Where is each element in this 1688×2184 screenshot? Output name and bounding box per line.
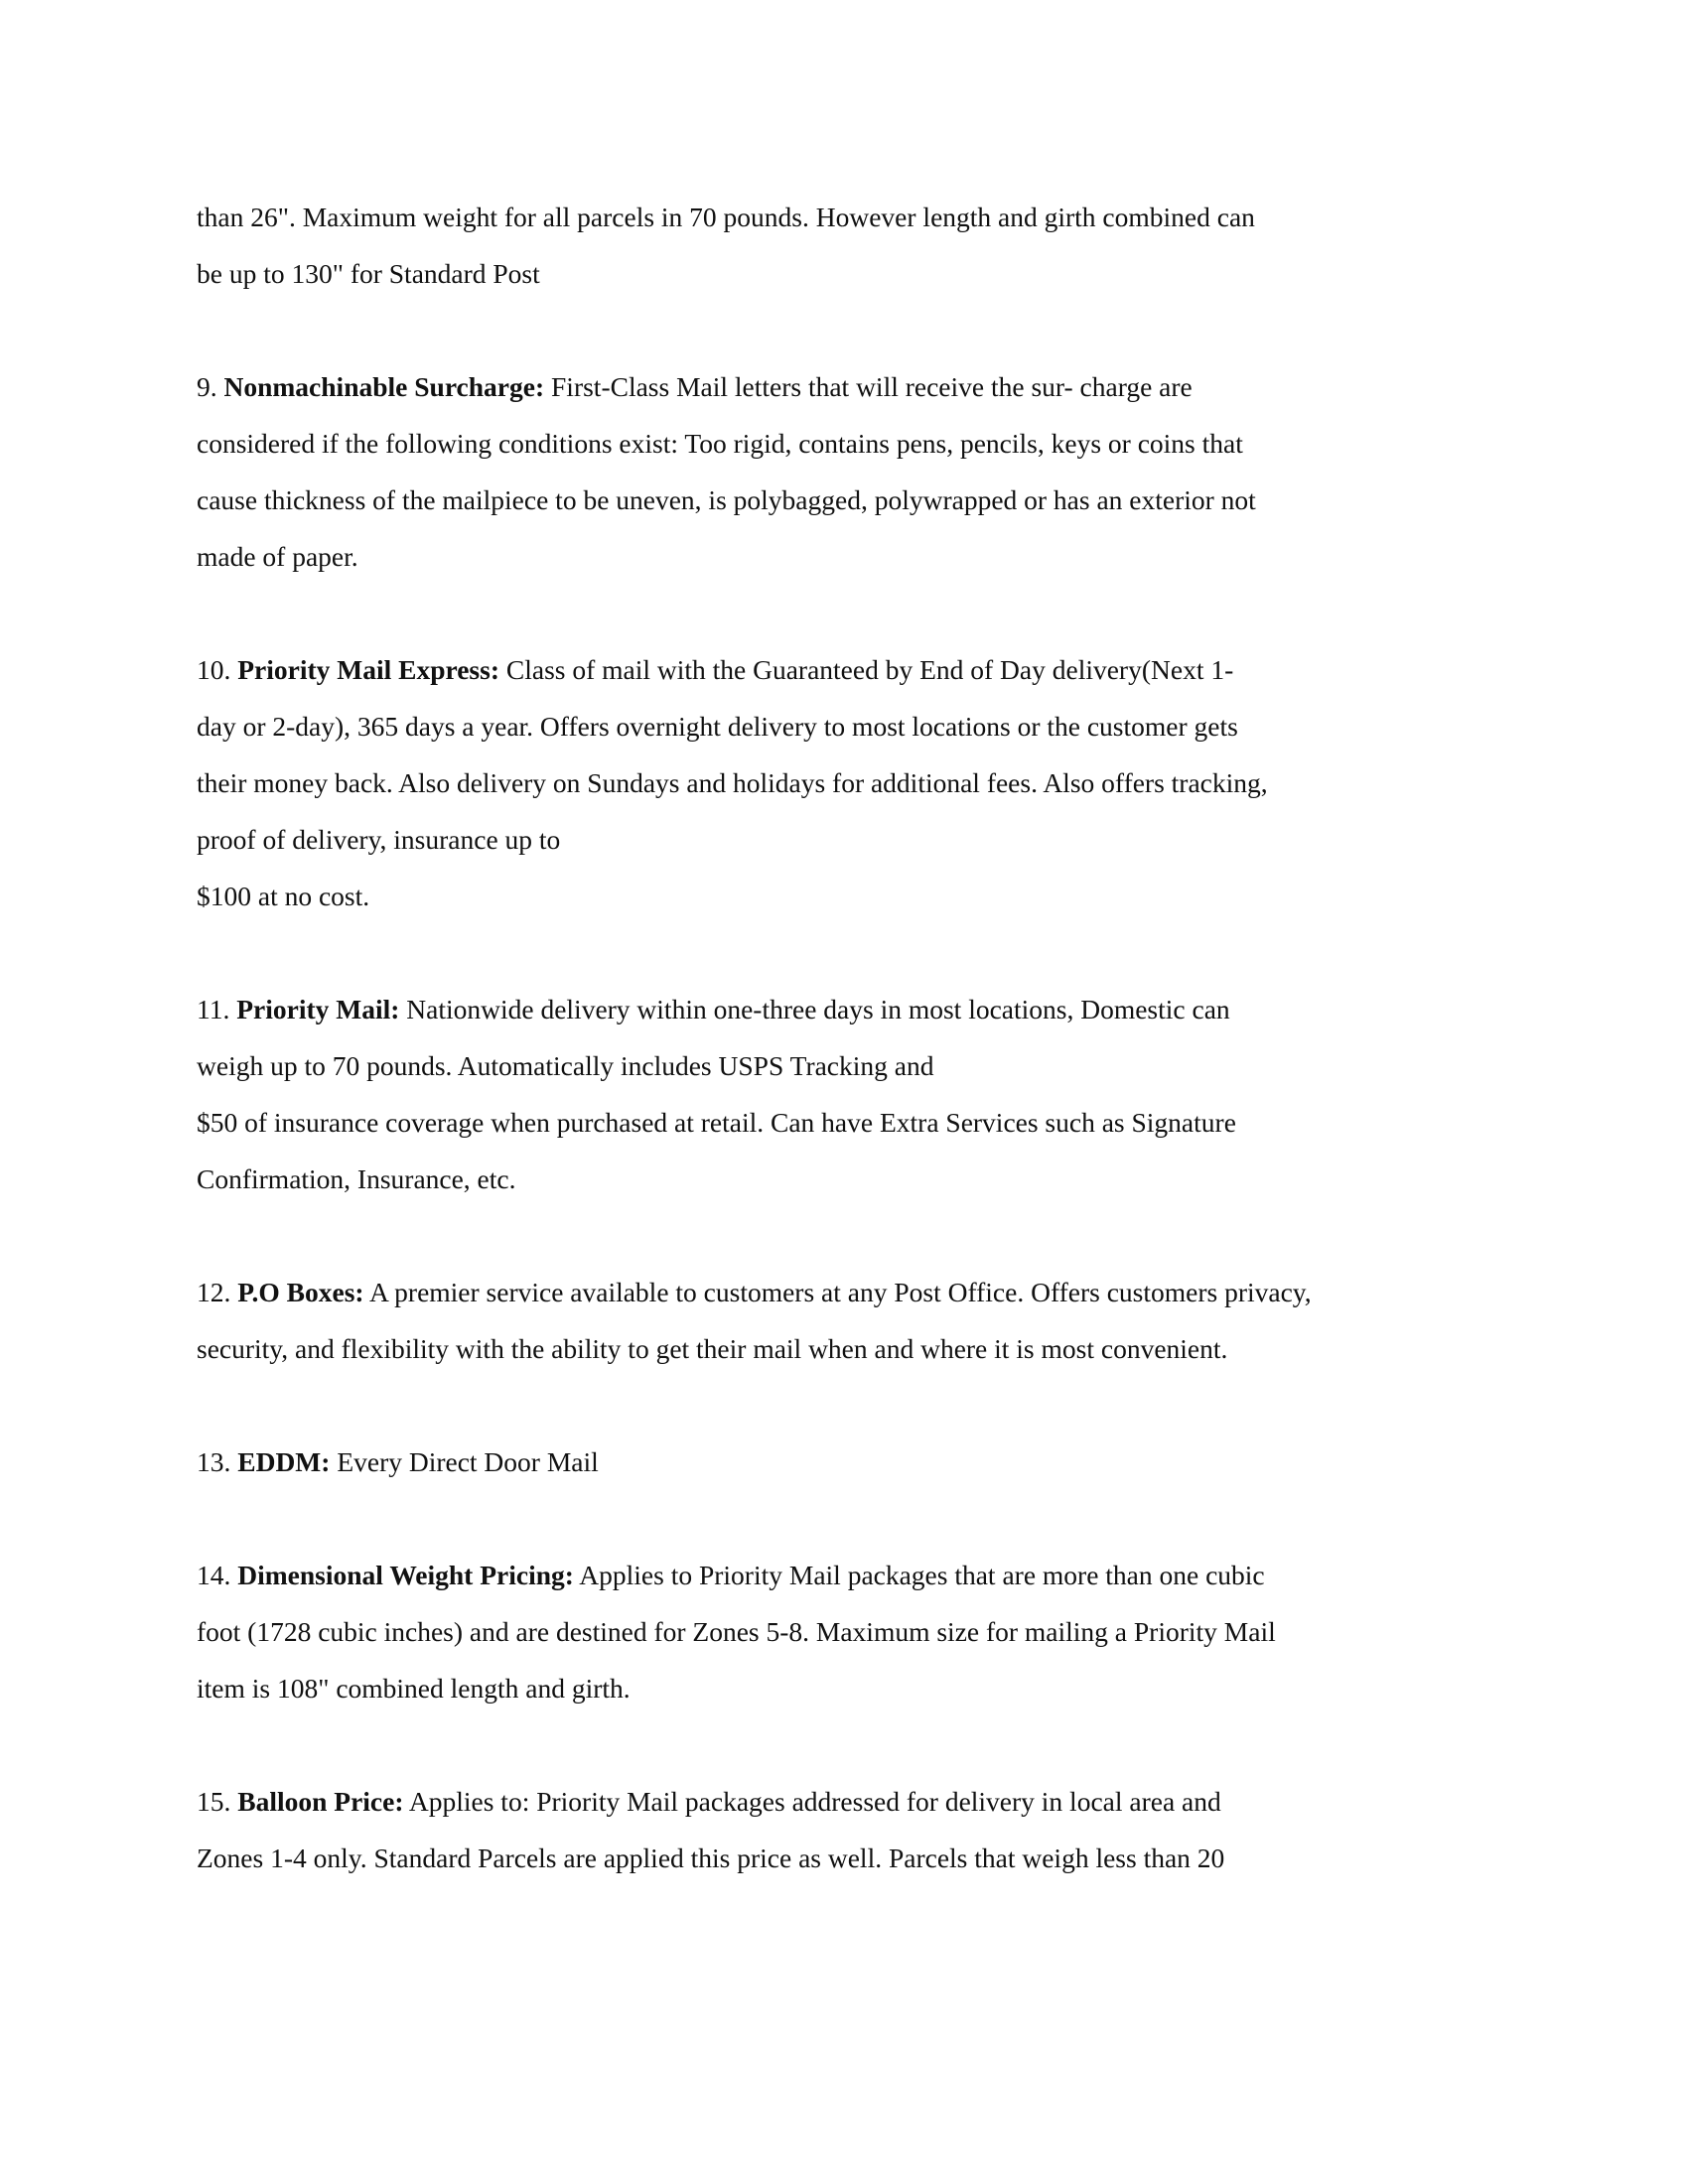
item-term: Dimensional Weight Pricing: xyxy=(237,1560,574,1590)
text-line: their money back. Also delivery on Sundays and holidays for additional fees. Also offers tracking, xyxy=(197,767,1268,798)
continuation-paragraph xyxy=(197,189,1497,302)
item-definition: Every Direct Door Mail xyxy=(337,1446,599,1477)
text-line: than 26". Maximum weight for all parcels in 70 pounds. However length and girth combined can xyxy=(197,202,1255,232)
item-term: P.O Boxes: xyxy=(237,1277,364,1307)
text-line xyxy=(197,641,1497,698)
text-line xyxy=(197,1264,1497,1320)
item-definition: A premier service available to customers at any Post Office. Offers customers privacy, xyxy=(368,1277,1312,1307)
text-line xyxy=(197,981,1497,1037)
item-definition: Applies to Priority Mail packages that are more than one cubic xyxy=(579,1560,1265,1590)
item-number: 9. xyxy=(197,371,217,402)
item-term: Priority Mail: xyxy=(236,994,400,1024)
definition-item xyxy=(197,1773,1497,1886)
text-line xyxy=(197,1433,1497,1490)
item-term: Nonmachinable Surcharge: xyxy=(223,371,545,402)
text-line: made of paper. xyxy=(197,541,358,572)
item-number: 15. xyxy=(197,1786,231,1817)
item-definition: First-Class Mail letters that will receive the sur- charge are xyxy=(551,371,1193,402)
item-definition: Nationwide delivery within one-three days in most locations, Domestic can xyxy=(406,994,1230,1024)
text-line: security, and flexibility with the ability to get their mail when and where it is most convenient. xyxy=(197,1333,1228,1364)
text-line: proof of delivery, insurance up to xyxy=(197,824,561,855)
text-line xyxy=(197,1547,1497,1603)
definition-item xyxy=(197,1547,1497,1716)
text-line: foot (1728 cubic inches) and are destined for Zones 5-8. Maximum size for mailing a Priority Mail xyxy=(197,1616,1276,1647)
item-definition: Class of mail with the Guaranteed by End of Day delivery(Next 1- xyxy=(505,654,1234,685)
definition-item xyxy=(197,981,1497,1207)
item-number: 10. xyxy=(197,654,231,685)
definition-item xyxy=(197,1433,1497,1490)
item-term: Balloon Price: xyxy=(237,1786,404,1817)
text-line: $100 at no cost. xyxy=(197,881,370,911)
definition-item xyxy=(197,358,1497,585)
text-line: day or 2-day), 365 days a year. Offers overnight delivery to most locations or the customer gets xyxy=(197,711,1238,742)
item-number: 12. xyxy=(197,1277,231,1307)
text-line xyxy=(197,358,1497,415)
text-line: cause thickness of the mailpiece to be uneven, is polybagged, polywrapped or has an exterior not xyxy=(197,484,1256,515)
text-line: be up to 130" for Standard Post xyxy=(197,258,540,289)
text-line xyxy=(197,1773,1497,1830)
item-number: 14. xyxy=(197,1560,231,1590)
item-term: EDDM: xyxy=(237,1446,331,1477)
item-term: Priority Mail Express: xyxy=(237,654,499,685)
text-line: weigh up to 70 pounds. Automatically includes USPS Tracking and xyxy=(197,1050,934,1081)
item-number: 11. xyxy=(197,994,230,1024)
text-line: Zones 1-4 only. Standard Parcels are applied this price as well. Parcels that weigh less than 20 xyxy=(197,1843,1225,1873)
text-line: $50 of insurance coverage when purchased at retail. Can have Extra Services such as Signature xyxy=(197,1107,1236,1138)
text-line: Confirmation, Insurance, etc. xyxy=(197,1163,516,1194)
item-number: 13. xyxy=(197,1446,231,1477)
item-definition: Applies to: Priority Mail packages addressed for delivery in local area and xyxy=(408,1786,1221,1817)
definition-item xyxy=(197,641,1497,924)
text-line: considered if the following conditions exist: Too rigid, contains pens, pencils, keys or coins that xyxy=(197,428,1243,459)
definition-item xyxy=(197,1264,1497,1377)
text-line: item is 108" combined length and girth. xyxy=(197,1673,631,1704)
document-page xyxy=(197,189,1497,1943)
